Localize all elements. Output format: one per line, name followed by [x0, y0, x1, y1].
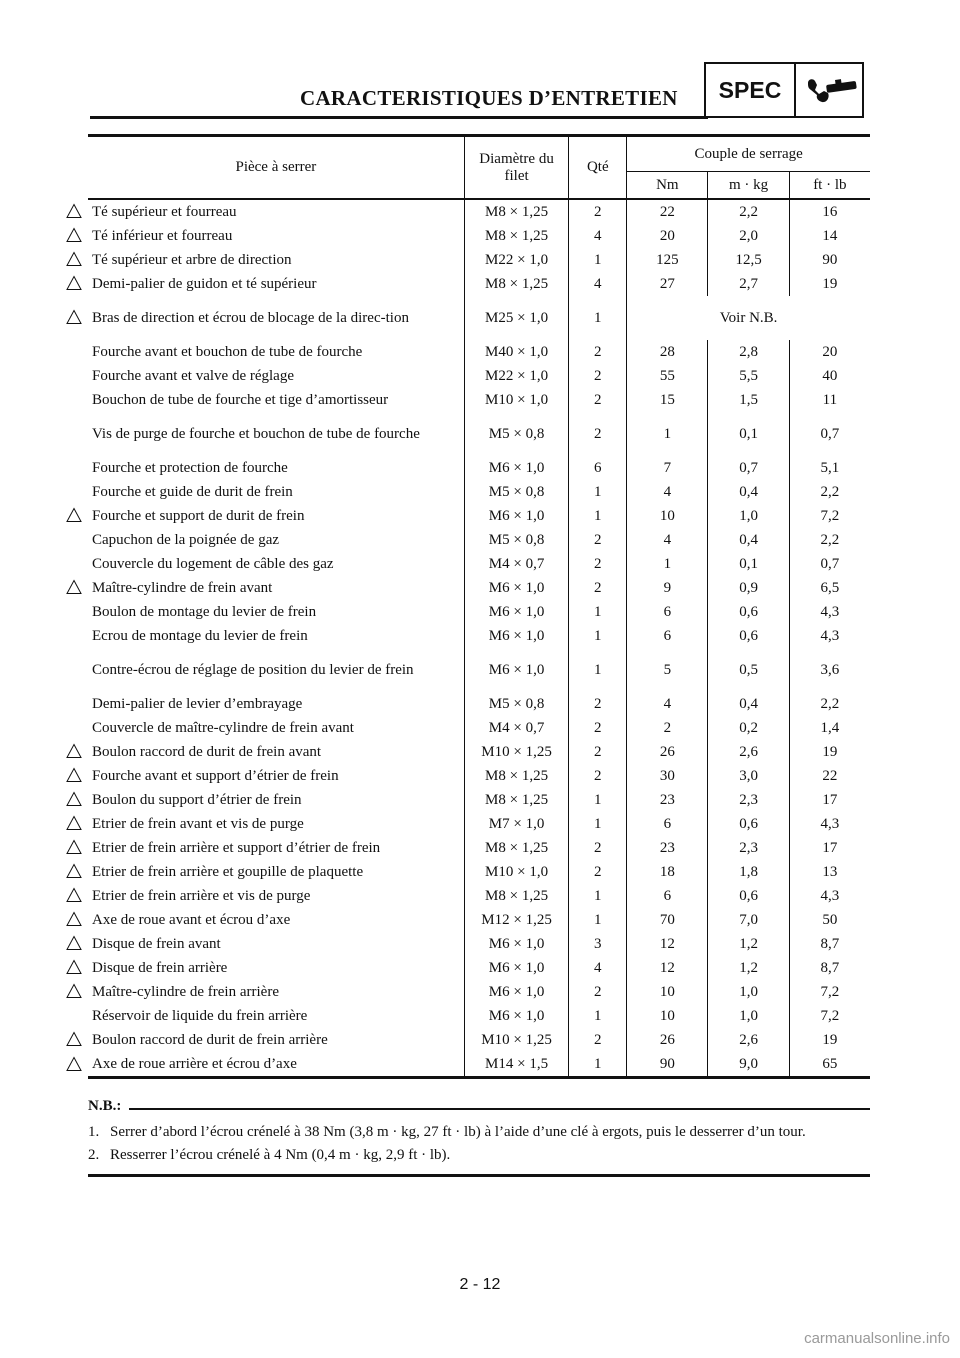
- torque-nm-cell: 26: [659, 1031, 675, 1048]
- qty-cell: 1: [569, 504, 627, 528]
- diameter-cell: M10 × 1,25: [464, 1028, 569, 1052]
- diameter-cell: M5 × 0,8: [464, 412, 569, 456]
- table-row: [88, 764, 870, 788]
- piece-cell: Té inférieur et fourreau: [88, 224, 464, 248]
- diameter-cell: M4 × 0,7: [464, 552, 569, 576]
- triangle-icon: [66, 579, 82, 595]
- torque-nm-cell: 9: [663, 579, 672, 596]
- torque-nm-cell: 70: [659, 911, 675, 928]
- col-torque-header: Couple de serrage: [627, 136, 870, 172]
- qty-cell: 2: [569, 860, 627, 884]
- piece-cell: Bouchon de tube de fourche et tige d’amortisseur: [88, 388, 464, 412]
- diameter-cell: M6 × 1,0: [464, 956, 569, 980]
- qty-cell: 1: [569, 480, 627, 504]
- qty-cell: 4: [569, 956, 627, 980]
- qty-cell: 2: [569, 576, 627, 600]
- diameter-cell: M5 × 0,8: [464, 528, 569, 552]
- torque-mkg-cell: 1,5: [708, 388, 789, 412]
- table-row: [88, 884, 870, 908]
- table-row: [88, 504, 870, 528]
- piece-cell: Boulon du support d’étrier de frein: [88, 788, 464, 812]
- torque-nm-cell: 22: [659, 203, 675, 220]
- torque-mkg-cell: 1,0: [708, 1004, 789, 1028]
- unit-mkg-header: m · kg: [708, 172, 789, 200]
- triangle-icon: [66, 1031, 82, 1047]
- diameter-cell: M6 × 1,0: [464, 624, 569, 648]
- qty-cell: 2: [569, 388, 627, 412]
- qty-cell: 2: [569, 716, 627, 740]
- qty-cell: 1: [569, 624, 627, 648]
- torque-nm-cell: 12: [659, 935, 675, 952]
- qty-cell: 1: [569, 1052, 627, 1078]
- unit-nm-header: Nm: [627, 172, 708, 200]
- torque-mkg-cell: 0,6: [708, 624, 789, 648]
- qty-cell: 2: [569, 412, 627, 456]
- qty-cell: 1: [569, 884, 627, 908]
- piece-cell: Boulon raccord de durit de frein arrière: [88, 1028, 464, 1052]
- torque-ftlb-cell: 65: [789, 1052, 870, 1078]
- note-heading: [88, 1098, 870, 1115]
- diameter-cell: M40 × 1,0: [464, 340, 569, 364]
- diameter-cell: M22 × 1,0: [464, 248, 569, 272]
- torque-mkg-cell: 5,5: [708, 364, 789, 388]
- qty-cell: 2: [569, 764, 627, 788]
- torque-mkg-cell: 1,2: [708, 956, 789, 980]
- torque-ftlb-cell: 2,2: [789, 480, 870, 504]
- torque-mkg-cell: 2,3: [708, 788, 789, 812]
- qty-cell: 2: [569, 740, 627, 764]
- piece-cell: Fourche avant et support d’étrier de frein: [88, 764, 464, 788]
- piece-cell: Couvercle du logement de câble des gaz: [88, 552, 464, 576]
- triangle-icon: [66, 309, 82, 325]
- qty-cell: 2: [569, 528, 627, 552]
- table-row: [88, 980, 870, 1004]
- piece-cell: Demi-palier de guidon et té supérieur: [88, 272, 464, 296]
- piece-cell: Boulon de montage du levier de frein: [88, 600, 464, 624]
- diameter-cell: M22 × 1,0: [464, 364, 569, 388]
- table-row: [88, 740, 870, 764]
- triangle-icon: [66, 983, 82, 999]
- torque-nm-cell: 20: [659, 227, 675, 244]
- torque-merged-cell: Voir N.B.: [719, 309, 778, 326]
- diameter-cell: M25 × 1,0: [464, 296, 569, 340]
- note-item-text: Serrer d’abord l’écrou crénelé à 38 Nm (3,8 m · kg, 27 ft · lb) à l’aide d’une clé à ergots, puis le desserrer d’un tour.: [110, 1124, 806, 1140]
- torque-ftlb-cell: 40: [789, 364, 870, 388]
- table-row: [88, 224, 870, 248]
- table-row: [88, 456, 870, 480]
- table-row: [88, 340, 870, 364]
- torque-ftlb-cell: 19: [789, 272, 870, 296]
- torque-nm-cell: 7: [663, 459, 672, 476]
- torque-mkg-cell: 0,6: [708, 600, 789, 624]
- diameter-cell: M6 × 1,0: [464, 648, 569, 692]
- piece-cell: Contre-écrou de réglage de position du levier de frein: [88, 648, 464, 692]
- piece-cell: Axe de roue avant et écrou d’axe: [88, 908, 464, 932]
- qty-cell: 1: [569, 600, 627, 624]
- table-row: [88, 1028, 870, 1052]
- diameter-cell: M6 × 1,0: [464, 1004, 569, 1028]
- torque-nm-cell: 10: [659, 507, 675, 524]
- diameter-cell: M6 × 1,0: [464, 456, 569, 480]
- torque-nm-cell: 4: [663, 483, 672, 500]
- torque-mkg-cell: 0,6: [708, 884, 789, 908]
- qty-cell: 2: [569, 552, 627, 576]
- torque-nm-cell: 10: [659, 1007, 675, 1024]
- piece-cell: Té supérieur et fourreau: [88, 199, 464, 224]
- torque-nm-cell: 55: [659, 367, 675, 384]
- torque-mkg-cell: 0,4: [708, 692, 789, 716]
- note-item-number: 1.: [88, 1124, 100, 1140]
- diameter-cell: M8 × 1,25: [464, 199, 569, 224]
- piece-cell: Maître-cylindre de frein avant: [88, 576, 464, 600]
- piece-cell: Bras de direction et écrou de blocage de la direc-tion: [88, 296, 464, 340]
- torque-nm-cell: 1: [663, 425, 672, 442]
- note-list: [88, 1121, 870, 1166]
- piece-cell: Fourche et support de durit de frein: [88, 504, 464, 528]
- diameter-cell: M6 × 1,0: [464, 504, 569, 528]
- triangle-icon: [66, 887, 82, 903]
- table-row: [88, 624, 870, 648]
- piece-cell: Capuchon de la poignée de gaz: [88, 528, 464, 552]
- diameter-cell: M7 × 1,0: [464, 812, 569, 836]
- torque-mkg-cell: 1,0: [708, 980, 789, 1004]
- table-row: [88, 272, 870, 296]
- note-end-rule: [88, 1174, 870, 1177]
- torque-mkg-cell: 0,5: [708, 648, 789, 692]
- piece-cell: Etrier de frein avant et vis de purge: [88, 812, 464, 836]
- torque-ftlb-cell: 16: [789, 199, 870, 224]
- torque-nm-cell: 6: [663, 887, 672, 904]
- triangle-icon: [66, 767, 82, 783]
- torque-mkg-cell: 1,0: [708, 504, 789, 528]
- qty-cell: 2: [569, 836, 627, 860]
- torque-table: [88, 134, 870, 1079]
- table-row: [88, 600, 870, 624]
- col-piece-header: Pièce à serrer: [88, 136, 464, 200]
- torque-nm-cell: 4: [663, 531, 672, 548]
- torque-nm-cell: 5: [663, 661, 672, 678]
- torque-ftlb-cell: 50: [789, 908, 870, 932]
- diameter-cell: M8 × 1,25: [464, 224, 569, 248]
- diameter-cell: M6 × 1,0: [464, 932, 569, 956]
- qty-cell: 1: [569, 296, 627, 340]
- piece-cell: Boulon raccord de durit de frein avant: [88, 740, 464, 764]
- spec-label: SPEC: [706, 64, 796, 116]
- torque-mkg-cell: 0,4: [708, 528, 789, 552]
- torque-ftlb-cell: 7,2: [789, 1004, 870, 1028]
- piece-cell: Demi-palier de levier d’embrayage: [88, 692, 464, 716]
- torque-ftlb-cell: 5,1: [789, 456, 870, 480]
- piece-cell: Fourche et guide de durit de frein: [88, 480, 464, 504]
- piece-cell: Té supérieur et arbre de direction: [88, 248, 464, 272]
- qty-cell: 1: [569, 248, 627, 272]
- torque-ftlb-cell: 6,5: [789, 576, 870, 600]
- torque-nm-cell: 28: [659, 343, 675, 360]
- triangle-icon: [66, 839, 82, 855]
- table-row: [88, 412, 870, 456]
- triangle-icon: [66, 507, 82, 523]
- torque-nm-cell: 18: [659, 863, 675, 880]
- page-title: CARACTERISTIQUES D’ENTRETIEN: [300, 86, 678, 110]
- torque-mkg-cell: 9,0: [708, 1052, 789, 1078]
- piece-cell: Maître-cylindre de frein arrière: [88, 980, 464, 1004]
- torque-nm-cell: 10: [659, 983, 675, 1000]
- note-item-number: 2.: [88, 1147, 100, 1163]
- qty-cell: 2: [569, 364, 627, 388]
- diameter-cell: M10 × 1,0: [464, 860, 569, 884]
- diameter-cell: M10 × 1,25: [464, 740, 569, 764]
- diameter-cell: M6 × 1,0: [464, 576, 569, 600]
- triangle-icon: [66, 203, 82, 219]
- torque-mkg-cell: 0,1: [708, 552, 789, 576]
- diameter-cell: M14 × 1,5: [464, 1052, 569, 1078]
- piece-cell: Vis de purge de fourche et bouchon de tube de fourche: [88, 412, 464, 456]
- torque-nm-cell: 23: [659, 791, 675, 808]
- triangle-icon: [66, 911, 82, 927]
- torque-mkg-cell: 2,7: [708, 272, 789, 296]
- torque-nm-cell: 4: [663, 695, 672, 712]
- torque-nm-cell: 6: [663, 603, 672, 620]
- torque-ftlb-cell: 22: [789, 764, 870, 788]
- torque-ftlb-cell: 90: [789, 248, 870, 272]
- torque-nm-cell: 12: [659, 959, 675, 976]
- qty-cell: 6: [569, 456, 627, 480]
- torque-mkg-cell: 0,6: [708, 812, 789, 836]
- triangle-icon: [66, 935, 82, 951]
- table-row: [88, 788, 870, 812]
- table-row: [88, 296, 870, 340]
- diameter-cell: M5 × 0,8: [464, 480, 569, 504]
- diameter-cell: M8 × 1,25: [464, 836, 569, 860]
- table-row: [88, 1004, 870, 1028]
- qty-cell: 2: [569, 340, 627, 364]
- torque-mkg-cell: 2,0: [708, 224, 789, 248]
- qty-cell: 4: [569, 272, 627, 296]
- note-item-text: Resserrer l’écrou crénelé à 4 Nm (0,4 m · kg, 2,9 ft · lb).: [110, 1147, 451, 1163]
- torque-nm-cell: 26: [659, 743, 675, 760]
- unit-ftlb-header: ft · lb: [789, 172, 870, 200]
- triangle-icon: [66, 1056, 82, 1072]
- torque-ftlb-cell: 7,2: [789, 504, 870, 528]
- torque-mkg-cell: 0,9: [708, 576, 789, 600]
- torque-ftlb-cell: 4,3: [789, 884, 870, 908]
- torque-nm-cell: 125: [656, 251, 679, 268]
- torque-nm-cell: 30: [659, 767, 675, 784]
- diameter-cell: M8 × 1,25: [464, 884, 569, 908]
- table-row: [88, 199, 870, 224]
- qty-cell: 1: [569, 908, 627, 932]
- torque-nm-cell: 2: [663, 719, 672, 736]
- table-row: [88, 248, 870, 272]
- table-row: [88, 1052, 870, 1078]
- torque-mkg-cell: 0,4: [708, 480, 789, 504]
- table-row: [88, 908, 870, 932]
- qty-cell: 2: [569, 199, 627, 224]
- torque-mkg-cell: 2,2: [708, 199, 789, 224]
- qty-cell: 3: [569, 932, 627, 956]
- triangle-icon: [66, 743, 82, 759]
- page-number: 2 - 12: [459, 1276, 501, 1293]
- piece-cell: Fourche avant et bouchon de tube de fourche: [88, 340, 464, 364]
- torque-ftlb-cell: 20: [789, 340, 870, 364]
- diameter-cell: M4 × 0,7: [464, 716, 569, 740]
- note-item: [88, 1121, 870, 1143]
- triangle-icon: [66, 815, 82, 831]
- torque-nm-cell: 1: [663, 555, 672, 572]
- table-row: [88, 480, 870, 504]
- table-row: [88, 364, 870, 388]
- torque-ftlb-cell: 8,7: [789, 932, 870, 956]
- torque-mkg-cell: 2,8: [708, 340, 789, 364]
- qty-cell: 4: [569, 224, 627, 248]
- qty-cell: 2: [569, 692, 627, 716]
- piece-cell: Ecrou de montage du levier de frein: [88, 624, 464, 648]
- torque-mkg-cell: 12,5: [708, 248, 789, 272]
- triangle-icon: [66, 791, 82, 807]
- torque-ftlb-cell: 13: [789, 860, 870, 884]
- diameter-cell: M6 × 1,0: [464, 980, 569, 1004]
- piece-cell: Fourche avant et valve de réglage: [88, 364, 464, 388]
- qty-cell: 1: [569, 1004, 627, 1028]
- diameter-cell: M5 × 0,8: [464, 692, 569, 716]
- torque-ftlb-cell: 17: [789, 836, 870, 860]
- diameter-cell: M8 × 1,25: [464, 272, 569, 296]
- table-row: [88, 956, 870, 980]
- piece-cell: Réservoir de liquide du frein arrière: [88, 1004, 464, 1028]
- diameter-cell: M6 × 1,0: [464, 600, 569, 624]
- table-row: [88, 836, 870, 860]
- torque-nm-cell: 15: [659, 391, 675, 408]
- torque-ftlb-cell: 2,2: [789, 528, 870, 552]
- torque-ftlb-cell: 0,7: [789, 552, 870, 576]
- torque-ftlb-cell: 0,7: [789, 412, 870, 456]
- triangle-icon: [66, 863, 82, 879]
- torque-ftlb-cell: 8,7: [789, 956, 870, 980]
- torque-nm-cell: 90: [627, 1052, 708, 1078]
- diameter-cell: M8 × 1,25: [464, 764, 569, 788]
- piece-cell: Couvercle de maître-cylindre de frein avant: [88, 716, 464, 740]
- torque-ftlb-cell: 19: [789, 740, 870, 764]
- header-rule: [90, 116, 708, 119]
- torque-mkg-cell: 7,0: [708, 908, 789, 932]
- triangle-icon: [66, 275, 82, 291]
- torque-ftlb-cell: 11: [789, 388, 870, 412]
- piece-cell: Etrier de frein arrière et goupille de plaquette: [88, 860, 464, 884]
- torque-ftlb-cell: 3,6: [789, 648, 870, 692]
- torque-ftlb-cell: 1,4: [789, 716, 870, 740]
- qty-cell: 2: [569, 1028, 627, 1052]
- table-row: [88, 552, 870, 576]
- note-item: [88, 1144, 870, 1166]
- piece-cell: Disque de frein avant: [88, 932, 464, 956]
- table-row: [88, 812, 870, 836]
- torque-ftlb-cell: 4,3: [789, 624, 870, 648]
- watermark: carmanualsonline.info: [804, 1330, 950, 1347]
- table-row: [88, 528, 870, 552]
- table-row: [88, 648, 870, 692]
- torque-nm-cell: 27: [659, 275, 675, 292]
- torque-mkg-cell: 1,2: [708, 932, 789, 956]
- piece-cell: Axe de roue arrière et écrou d’axe: [88, 1052, 464, 1078]
- note-heading-rule: [129, 1108, 870, 1110]
- torque-table-body: [88, 199, 870, 1078]
- triangle-icon: [66, 959, 82, 975]
- torque-ftlb-cell: 4,3: [789, 600, 870, 624]
- torque-ftlb-cell: 4,3: [789, 812, 870, 836]
- wrench-icon: [802, 76, 858, 106]
- table-row: [88, 576, 870, 600]
- torque-mkg-cell: 0,2: [708, 716, 789, 740]
- piece-cell: Fourche et protection de fourche: [88, 456, 464, 480]
- piece-cell: Disque de frein arrière: [88, 956, 464, 980]
- diameter-cell: M10 × 1,0: [464, 388, 569, 412]
- torque-ftlb-cell: 19: [789, 1028, 870, 1052]
- torque-ftlb-cell: 14: [789, 224, 870, 248]
- table-row: [88, 932, 870, 956]
- triangle-icon: [66, 251, 82, 267]
- torque-nm-cell: 6: [663, 627, 672, 644]
- torque-ftlb-cell: 17: [789, 788, 870, 812]
- piece-cell: Etrier de frein arrière et support d’étrier de frein: [88, 836, 464, 860]
- qty-cell: 2: [569, 980, 627, 1004]
- table-row: [88, 860, 870, 884]
- qty-cell: 1: [569, 812, 627, 836]
- table-row: [88, 716, 870, 740]
- triangle-icon: [66, 227, 82, 243]
- qty-cell: 1: [569, 648, 627, 692]
- torque-mkg-cell: 0,1: [708, 412, 789, 456]
- table-row: [88, 388, 870, 412]
- spec-badge: [704, 62, 864, 118]
- torque-ftlb-cell: 7,2: [789, 980, 870, 1004]
- torque-mkg-cell: 2,6: [708, 1028, 789, 1052]
- torque-nm-cell: 6: [663, 815, 672, 832]
- torque-mkg-cell: 3,0: [708, 764, 789, 788]
- col-diameter-header: Diamètre du filet: [464, 136, 569, 200]
- diameter-cell: M8 × 1,25: [464, 788, 569, 812]
- note-heading-label: N.B.:: [88, 1098, 122, 1114]
- col-qty-header: Qté: [569, 136, 627, 200]
- table-row: [88, 692, 870, 716]
- piece-cell: Etrier de frein arrière et vis de purge: [88, 884, 464, 908]
- qty-cell: 1: [569, 788, 627, 812]
- torque-ftlb-cell: 2,2: [789, 692, 870, 716]
- diameter-cell: M12 × 1,25: [464, 908, 569, 932]
- torque-mkg-cell: 2,6: [708, 740, 789, 764]
- torque-mkg-cell: 1,8: [708, 860, 789, 884]
- torque-nm-cell: 23: [659, 839, 675, 856]
- torque-mkg-cell: 2,3: [708, 836, 789, 860]
- page-header: [90, 62, 868, 120]
- torque-mkg-cell: 0,7: [708, 456, 789, 480]
- note-section: [88, 1098, 870, 1177]
